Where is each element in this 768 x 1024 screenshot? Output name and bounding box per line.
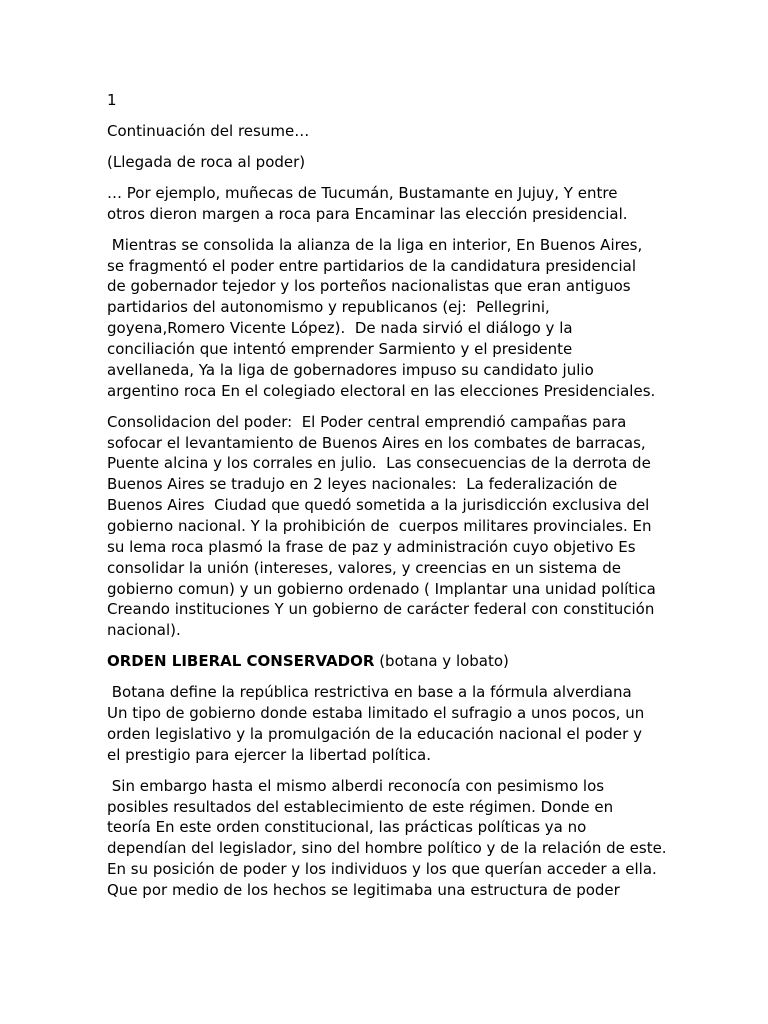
section-number-text: 1 xyxy=(107,91,117,109)
paragraph-line: dependían del legislador, sino del hombre político y de la relación de este. xyxy=(107,839,667,858)
paragraph-line: Buenos Aires se tradujo en 2 leyes nacionales: La federalización de xyxy=(107,475,618,494)
paragraph-line: consolidar la unión (intereses, valores, y creencias en un sistema de xyxy=(107,558,621,577)
paragraph-line: … Por ejemplo, muñecas de Tucumán, Bustamante en Jujuy, Y entre xyxy=(107,183,618,202)
paragraph-line: Sin embargo hasta el mismo alberdi reconocía con pesimismo los xyxy=(107,776,605,795)
subtitle xyxy=(107,152,768,173)
paragraph-line: Consolidacion del poder: El Poder central emprendió campañas para xyxy=(107,412,627,431)
paragraph-line: Que por medio de los hechos se legitimaba una estructura de poder xyxy=(107,880,620,899)
paragraph-line: Un tipo de gobierno donde estaba limitado el sufragio a unos pocos, un xyxy=(107,704,645,722)
paragraph-line: su lema roca plasmó la frase de paz y administración cuyo objetivo Es xyxy=(107,537,636,556)
intro-title-text: Continuación del resume… xyxy=(107,121,310,140)
paragraph-line: teoría En este orden constitucional, las prácticas políticas ya no xyxy=(107,818,587,837)
paragraph-line: de gobernador tejedor y los porteños nacionalistas que eran antiguos xyxy=(107,277,631,296)
paragraph-line: partidarios del autonomismo y republicanos (ej: Pellegrini, xyxy=(107,298,550,317)
paragraph-line: conciliación que intentó emprender Sarmiento y el presidente xyxy=(107,339,573,358)
paragraph-line: gobierno nacional. Y la prohibición de cuerpos militares provinciales. En xyxy=(107,516,652,535)
paragraph-examples xyxy=(107,183,768,225)
paragraph-line: Mientras se consolida la alianza de la liga en interior, En Buenos Aires, xyxy=(107,235,643,254)
paragraph-liga xyxy=(107,235,768,402)
paragraph-line: En su posición de poder y los individuos y los que querían acceder a ella. xyxy=(107,860,657,879)
section-heading-authors: (botana y lobato) xyxy=(379,652,509,671)
paragraph-consolidacion xyxy=(107,412,768,641)
paragraph-line: sofocar el levantamiento de Buenos Aires en los combates de barracas, xyxy=(107,433,646,452)
subtitle-text: (Llegada de roca al poder) xyxy=(107,152,306,171)
section-heading-title: ORDEN LIBERAL CONSERVADOR xyxy=(107,652,375,671)
section-number xyxy=(107,90,768,111)
paragraph-line: Creando instituciones Y un gobierno de carácter federal con constitución xyxy=(107,600,655,619)
paragraph-line: nacional). xyxy=(107,621,181,640)
paragraph-line: posibles resultados del establecimiento de este régimen. Donde en xyxy=(107,797,614,816)
paragraph-line: gobierno comun) y un gobierno ordenado ( Implantar una unidad política xyxy=(107,579,656,598)
paragraph-line: otros dieron margen a roca para Encaminar las elección presidencial. xyxy=(107,204,628,223)
paragraph-line: orden legislativo y la promulgación de la educación nacional el poder y xyxy=(107,724,642,743)
intro-title xyxy=(107,121,768,142)
section-heading xyxy=(107,651,768,672)
paragraph-line: argentino roca En el colegiado electoral en las elecciones Presidenciales. xyxy=(107,381,656,400)
paragraph-line: Buenos Aires Ciudad que quedó sometida a la jurisdicción exclusiva del xyxy=(107,496,650,515)
section-heading-line xyxy=(107,651,768,672)
paragraph-line: se fragmentó el poder entre partidarios de la candidatura presidencial xyxy=(107,256,636,275)
paragraph-alberdi xyxy=(107,776,768,901)
paragraph-line: Puente alcina y los corrales en julio. Las consecuencias de la derrota de xyxy=(107,454,651,473)
paragraph-line: avellaneda, Ya la liga de gobernadores impuso su candidato julio xyxy=(107,360,594,379)
paragraph-botana xyxy=(107,682,768,765)
paragraph-line: Botana define la república restrictiva en base a la fórmula alverdiana xyxy=(107,683,632,702)
paragraph-line: el prestigio para ejercer la libertad política. xyxy=(107,745,431,764)
paragraph-line: goyena,Romero Vicente López). De nada sirvió el diálogo y la xyxy=(107,319,573,338)
